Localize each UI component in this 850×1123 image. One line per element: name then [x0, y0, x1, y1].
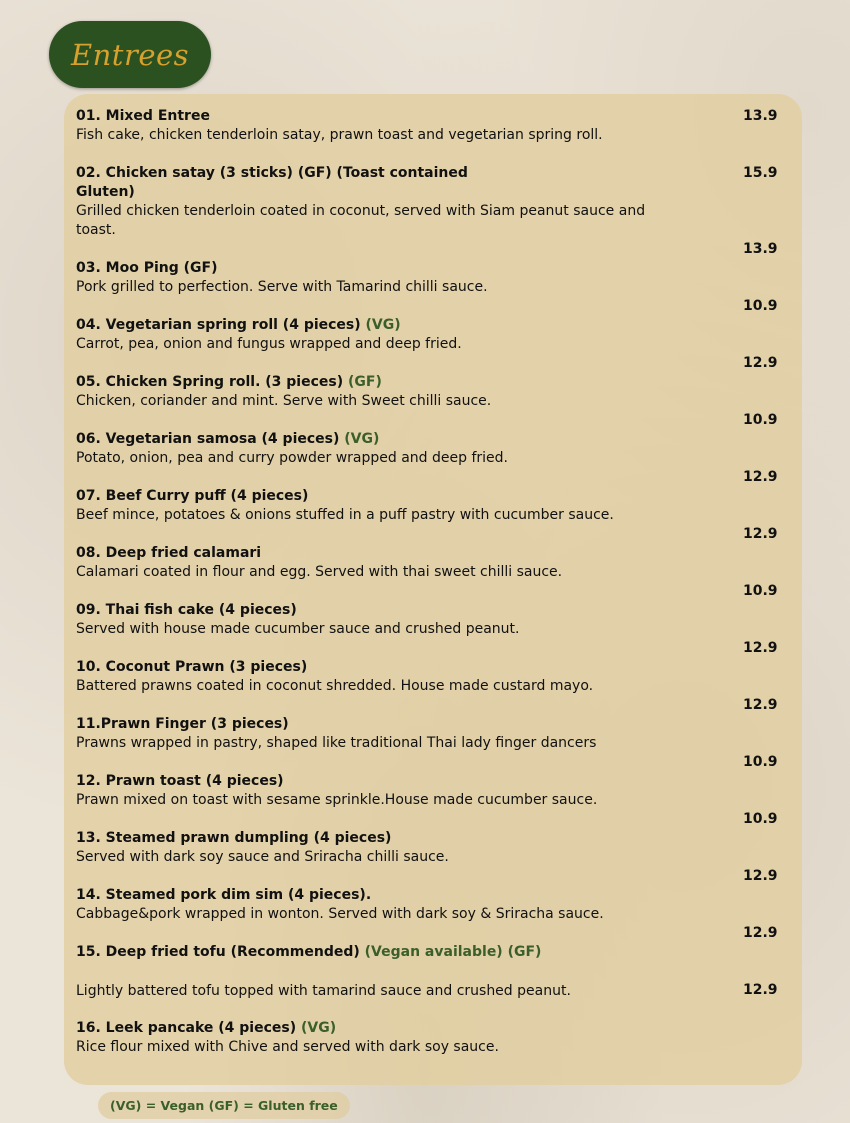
- item-name: 04. Vegetarian spring roll (4 pieces) (VG): [76, 317, 401, 333]
- item-price: 13.9: [743, 108, 778, 124]
- item-price: 12.9: [743, 469, 778, 485]
- menu-item-05: [76, 373, 676, 411]
- item-tag: (VG): [344, 431, 380, 447]
- item-description: Served with house made cucumber sauce and crushed peanut.: [76, 621, 520, 637]
- item-price: 10.9: [743, 583, 778, 599]
- item-name: 06. Vegetarian samosa (4 pieces) (VG): [76, 431, 380, 447]
- item-name: 02. Chicken satay (3 sticks) (GF) (Toast contained Gluten): [76, 165, 468, 200]
- item-price: 12.9: [743, 640, 778, 656]
- menu-item-04: [76, 316, 676, 354]
- item-name: 01. Mixed Entree: [76, 108, 210, 124]
- item-description: Fish cake, chicken tenderloin satay, prawn toast and vegetarian spring roll.: [76, 127, 603, 143]
- menu-item-08: [76, 544, 676, 582]
- item-name: 10. Coconut Prawn (3 pieces): [76, 659, 308, 675]
- item-tag: (GF): [348, 374, 382, 390]
- menu-item-11: [76, 715, 676, 753]
- item-description: Grilled chicken tenderloin coated in coconut, served with Siam peanut sauce and toast.: [76, 203, 646, 238]
- item-price: 12.9: [743, 526, 778, 542]
- item-description: Prawns wrapped in pastry, shaped like traditional Thai lady finger dancers: [76, 735, 597, 751]
- menu-item-10: [76, 658, 676, 696]
- item-name: 05. Chicken Spring roll. (3 pieces) (GF): [76, 374, 382, 390]
- item-name: 08. Deep fried calamari: [76, 545, 262, 561]
- item-price: 12.9: [743, 868, 778, 884]
- menu-item-14: [76, 886, 676, 924]
- item-price: 15.9: [743, 165, 778, 181]
- menu-item-12: [76, 772, 676, 810]
- item-name: 12. Prawn toast (4 pieces): [76, 773, 284, 789]
- item-description: Cabbage&pork wrapped in wonton. Served with dark soy & Sriracha sauce.: [76, 906, 604, 922]
- item-description: Carrot, pea, onion and fungus wrapped and deep fried.: [76, 336, 462, 352]
- item-price: 13.9: [743, 241, 778, 257]
- item-description: Battered prawns coated in coconut shredded. House made custard mayo.: [76, 678, 594, 694]
- item-price: 10.9: [743, 754, 778, 770]
- item-description: Prawn mixed on toast with sesame sprinkle.House made cucumber sauce.: [76, 792, 598, 808]
- item-price: 12.9: [743, 355, 778, 371]
- item-tag: (VG): [365, 317, 401, 333]
- item-price: 12.9: [743, 697, 778, 713]
- item-description: Pork grilled to perfection. Serve with Tamarind chilli sauce.: [76, 279, 488, 295]
- menu-item-07: [76, 487, 676, 525]
- item-price: 10.9: [743, 811, 778, 827]
- dietary-legend: (VG) = Vegan (GF) = Gluten free: [98, 1092, 350, 1119]
- item-price: 10.9: [743, 298, 778, 314]
- menu-panel: [64, 94, 802, 1085]
- item-name: 14. Steamed pork dim sim (4 pieces).: [76, 887, 372, 903]
- item-name: 07. Beef Curry puff (4 pieces): [76, 488, 309, 504]
- item-tag: (VG): [300, 1020, 337, 1036]
- menu-item-01: [76, 107, 676, 145]
- item-description: Chicken, coriander and mint. Serve with Sweet chilli sauce.: [76, 393, 492, 409]
- menu-item-13: [76, 829, 676, 867]
- menu-item-02: [76, 164, 676, 240]
- item-name: 09. Thai fish cake (4 pieces): [76, 602, 297, 618]
- menu-item-16: [76, 1019, 676, 1057]
- menu-item-15: [76, 943, 676, 1001]
- item-price: 10.9: [743, 412, 778, 428]
- item-tag: (Vegan available) (GF): [364, 944, 542, 960]
- item-description: Beef mince, potatoes & onions stuffed in a puff pastry with cucumber sauce.: [76, 507, 614, 523]
- item-price: 12.9: [743, 925, 778, 941]
- menu-item-09: [76, 601, 676, 639]
- item-description: Potato, onion, pea and curry powder wrapped and deep fried.: [76, 450, 508, 466]
- page-title: Entrees: [70, 37, 190, 72]
- menu-item-03: [76, 259, 676, 297]
- item-price: 12.9: [743, 982, 778, 998]
- item-name: 16. Leek pancake (4 pieces) (VG): [76, 1020, 337, 1036]
- item-description: Rice flour mixed with Chive and served with dark soy sauce.: [76, 1039, 499, 1055]
- item-name: 03. Moo Ping (GF): [76, 260, 218, 276]
- item-name: 15. Deep fried tofu (Recommended) (Vegan available) (GF): [76, 944, 542, 960]
- item-description: Lightly battered tofu topped with tamarind sauce and crushed peanut.: [76, 983, 571, 999]
- item-name: 13. Steamed prawn dumpling (4 pieces): [76, 830, 392, 846]
- item-description: Calamari coated in flour and egg. Served with thai sweet chilli sauce.: [76, 564, 563, 580]
- item-description: Served with dark soy sauce and Sriracha chilli sauce.: [76, 849, 449, 865]
- item-name: 11.Prawn Finger (3 pieces): [76, 716, 289, 732]
- menu-item-06: [76, 430, 676, 468]
- title-badge: [49, 21, 211, 88]
